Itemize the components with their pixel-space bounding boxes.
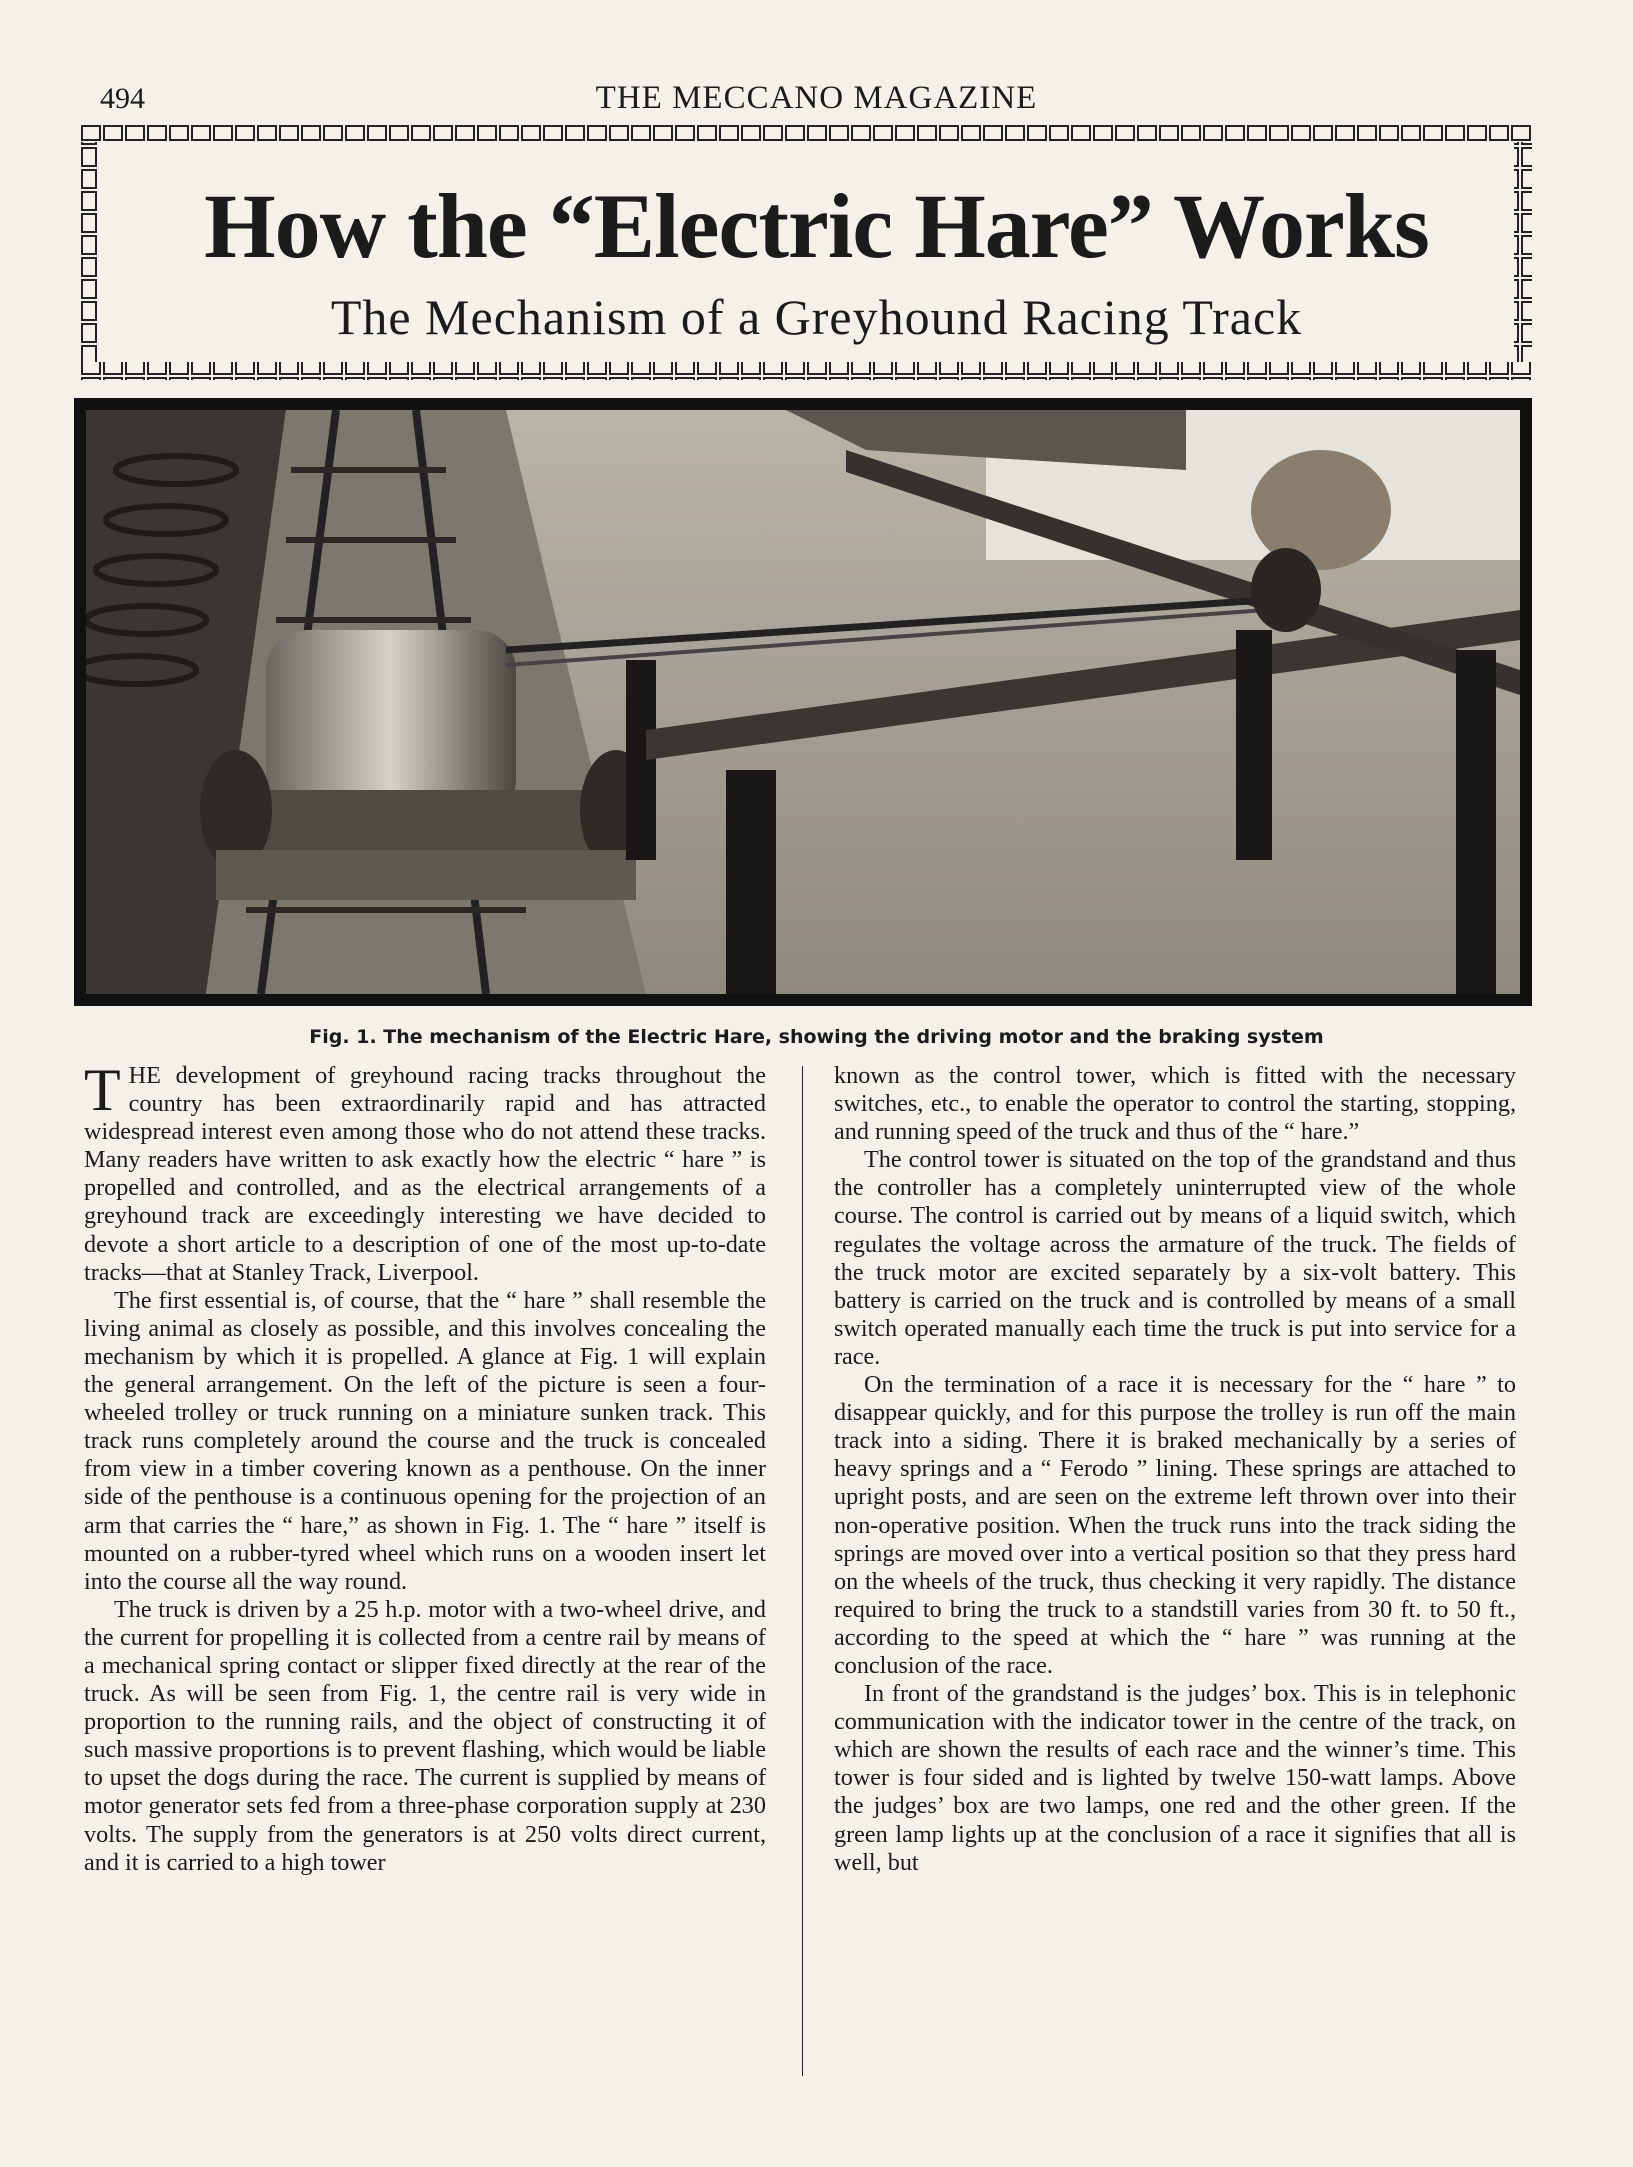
paragraph-5: The control tower is situated on the top of the grandstand and thus the controller has a completely uninterrupted view of the whole course. The control is carried out by means of a liquid switch, which regulates the voltage across the armature of the truck. The fields of the truck motor are excited separately by a six-volt battery. This battery is carried on the truck and is controlled by means of a small switch operated manually each time the truck is put into service for a race. xyxy=(834,1146,1516,1370)
right-column xyxy=(834,1062,1516,1877)
left-column xyxy=(84,1057,766,1877)
paragraph-6: On the termination of a race it is necessary for the “ hare ” to disappear quickly, and for this purpose the trolley is run off the main track into a siding. There it is braked mechanically by a series of heavy springs and a “ Ferodo ” lining. These springs are attached to upright posts, and are seen on the extreme left thrown over into their non-operative position. When the truck runs into the track siding the springs are moved over into a vertical position so that they press hard on the wheels of the truck, thus checking it very rapidly. The distance required to bring the truck to a standstill varies from 30 ft. to 50 ft., according to the speed at which the “ hare ” was running at the conclusion of the race. xyxy=(834,1371,1516,1679)
paragraph-1-text: HE development of greyhound racing tracks throughout the country has been extraordinarily rapid and has attracted widespread interest even among those who do not attend these tracks. Many readers have written to ask exactly how the electric “ hare ” is propelled and controlled, and as the electrical arrangements of a greyhound track are exceedingly interesting we have decided to devote a short article to a description of one of the most up-to-date tracks—that at Stanley Track, Liverpool. xyxy=(84,1062,766,1286)
paragraph-3: The truck is driven by a 25 h.p. motor with a two-wheel drive, and the current for propelling it is collected from a centre rail by means of a mechanical spring contact or slipper fixed directly at the rear of the truck. As will be seen from Fig. 1, the centre rail is very wide in proportion to the running rails, and the object of constructing it of such massive proportions is to prevent flashing, which would be liable to upset the dogs during the race. The current is supplied by means of motor generator sets fed from a three-phase corporation supply at 230 volts. The supply from the generators is at 250 volts direct current, and it is carried to a high tower xyxy=(84,1595,766,1876)
running-head: THE MECCANO MAGAZINE xyxy=(595,80,1038,116)
paragraph-7: In front of the grandstand is the judges’ box. This is in telephonic communication with the indicator tower in the centre of the track, on which are shown the results of each race and the winner’s time. This tower is four sided and is lighted by twelve 150-watt lamps. Above the judges’ box are two lamps, one red and the other green. If the green lamp lights up at the conclusion of a race it signifies that all is well, but xyxy=(834,1680,1516,1876)
article-subtitle: The Mechanism of a Greyhound Racing Track xyxy=(330,289,1303,345)
article-title: How the “Electric Hare” Works xyxy=(204,175,1429,277)
column-rule xyxy=(802,1066,803,2076)
figure-caption: Fig. 1. The mechanism of the Electric Hare, showing the driving motor and the braking system xyxy=(309,1026,1324,1048)
drop-cap: T xyxy=(84,1057,121,1123)
paragraph-4: known as the control tower, which is fitted with the necessary switches, etc., to enable the operator to control the starting, stopping, and running speed of the truck and thus of the “ hare.” xyxy=(834,1062,1516,1146)
paragraph-2: The first essential is, of course, that the “ hare ” shall resemble the living animal as closely as possible, and this involves concealing the mechanism by which it is propelled. A glance at Fig. 1 will explain the general arrangement. On the left of the picture is seen a four-wheeled trolley or truck running on a miniature sunken track. This track runs completely around the course and the truck is concealed from view in a timber covering known as a penthouse. On the inner side of the penthouse is a continuous opening for the projection of an arm that carries the “ hare,” as shown in Fig. 1. The “ hare ” itself is mounted on a rubber-tyred wheel which runs on a wooden insert let into the course all the way round. xyxy=(84,1286,766,1595)
electric-hare-mechanism-photo xyxy=(86,410,1520,994)
paragraph-1 xyxy=(84,1057,766,1287)
figure-photo xyxy=(74,398,1532,1006)
page-number: 494 xyxy=(100,82,145,115)
